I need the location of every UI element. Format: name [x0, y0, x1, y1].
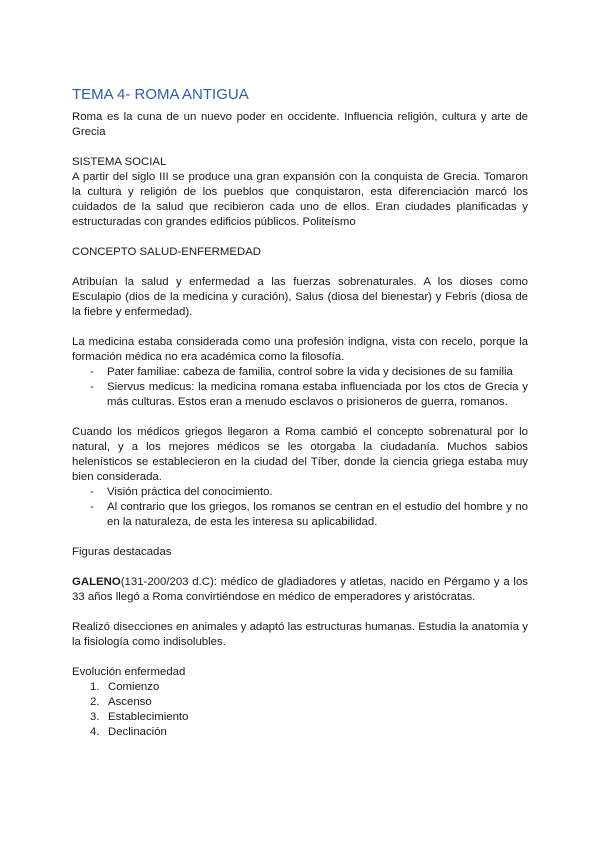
list-item: [72, 680, 528, 695]
list-item: [72, 380, 528, 410]
list-item-text: Declinación: [108, 726, 167, 738]
social-paragraph: A partir del siglo III se produce una gran expansión con la conquista de Grecia. Tomaron la cultura y religión de los pueblos que conquistaron, esta diferenciación marcó los cuidados de la salud que recibieron cada uno de ellos. Eran ciudades planificadas y estructuradas con grandes edificios públicos. Politeísmo: [72, 171, 528, 228]
list-item: [72, 725, 528, 740]
greek-list: [72, 485, 528, 530]
evolution-list: [72, 680, 528, 740]
list-item: [72, 695, 528, 710]
list-item-text: Establecimiento: [108, 711, 189, 723]
list-item-text: Al contrario que los griegos, los romanos se centran en el estudio del hombre y no en la naturaleza, de esta les interesa su aplicabilidad.: [107, 501, 528, 528]
list-item-text: Siervus medicus: la medicina romana estaba influenciada por los ctos de Grecia y más culturas. Estos eran a menudo esclavos o prisioneros de guerra, romanos.: [107, 381, 528, 408]
health-heading: CONCEPTO SALUD-ENFERMEDAD: [72, 246, 262, 258]
list-item-text: Ascenso: [108, 696, 152, 708]
evolution-heading: Evolución enfermedad: [72, 666, 186, 678]
dissection-paragraph: Realizó disecciones en animales y adaptó las estructuras humanas. Estudia la anatomía y la fisiología como indisolubles.: [72, 621, 528, 648]
dash-bullet: -: [90, 366, 94, 378]
list-number: 2.: [90, 696, 100, 708]
greek-paragraph: Cuando los médicos griegos llegaron a Roma cambió el concepto sobrenatural por lo natural, y a los mejores médicos se les otorgaba la ciudadanía. Muchos sabios helenísticos se establecieron en la ciudad del Tíber, donde la ciencia griega estaba muy bien considerada.: [72, 426, 528, 483]
page-title: TEMA 4- ROMA ANTIGUA: [72, 86, 249, 103]
social-heading: SISTEMA SOCIAL: [72, 156, 167, 168]
dash-bullet: -: [90, 501, 94, 513]
figures-heading: Figuras destacadas: [72, 546, 172, 558]
galeno-name: GALENO: [72, 576, 121, 588]
health-paragraph: Atribuían la salud y enfermedad a las fuerzas sobrenaturales. A los dioses como Esculapio (dios de la medicina y curación), Salus (diosa del bienestar) y Febris (diosa de la fiebre y enfermedad).: [72, 276, 528, 318]
list-item: [72, 365, 528, 380]
dash-bullet: -: [90, 381, 94, 393]
list-item: [72, 485, 528, 500]
dash-bullet: -: [90, 486, 94, 498]
list-number: 4.: [90, 726, 100, 738]
galeno-text: (131-200/203 d.C): médico de gladiadores y atletas, nacido en Pérgamo y a los 33 años llegó a Roma convirtiéndose en médico de emperadores y aristócratas.: [72, 576, 528, 603]
list-item-text: Visión práctica del conocimiento.: [107, 486, 273, 498]
medicine-list: [72, 365, 528, 410]
galeno-paragraph: [72, 575, 528, 605]
list-number: 1.: [90, 681, 100, 693]
list-item-text: Comienzo: [108, 681, 160, 693]
medicine-paragraph: La medicina estaba considerada como una profesión indigna, vista con recelo, porque la formación médica no era académica como la filosofía.: [72, 336, 528, 363]
list-item: [72, 500, 528, 530]
list-item: [72, 710, 528, 725]
intro-paragraph: Roma es la cuna de un nuevo poder en occidente. Influencia religión, cultura y arte de Grecia: [72, 111, 528, 138]
list-number: 3.: [90, 711, 100, 723]
list-item-text: Pater familiae: cabeza de familia, control sobre la vida y decisiones de su familia: [107, 366, 513, 378]
